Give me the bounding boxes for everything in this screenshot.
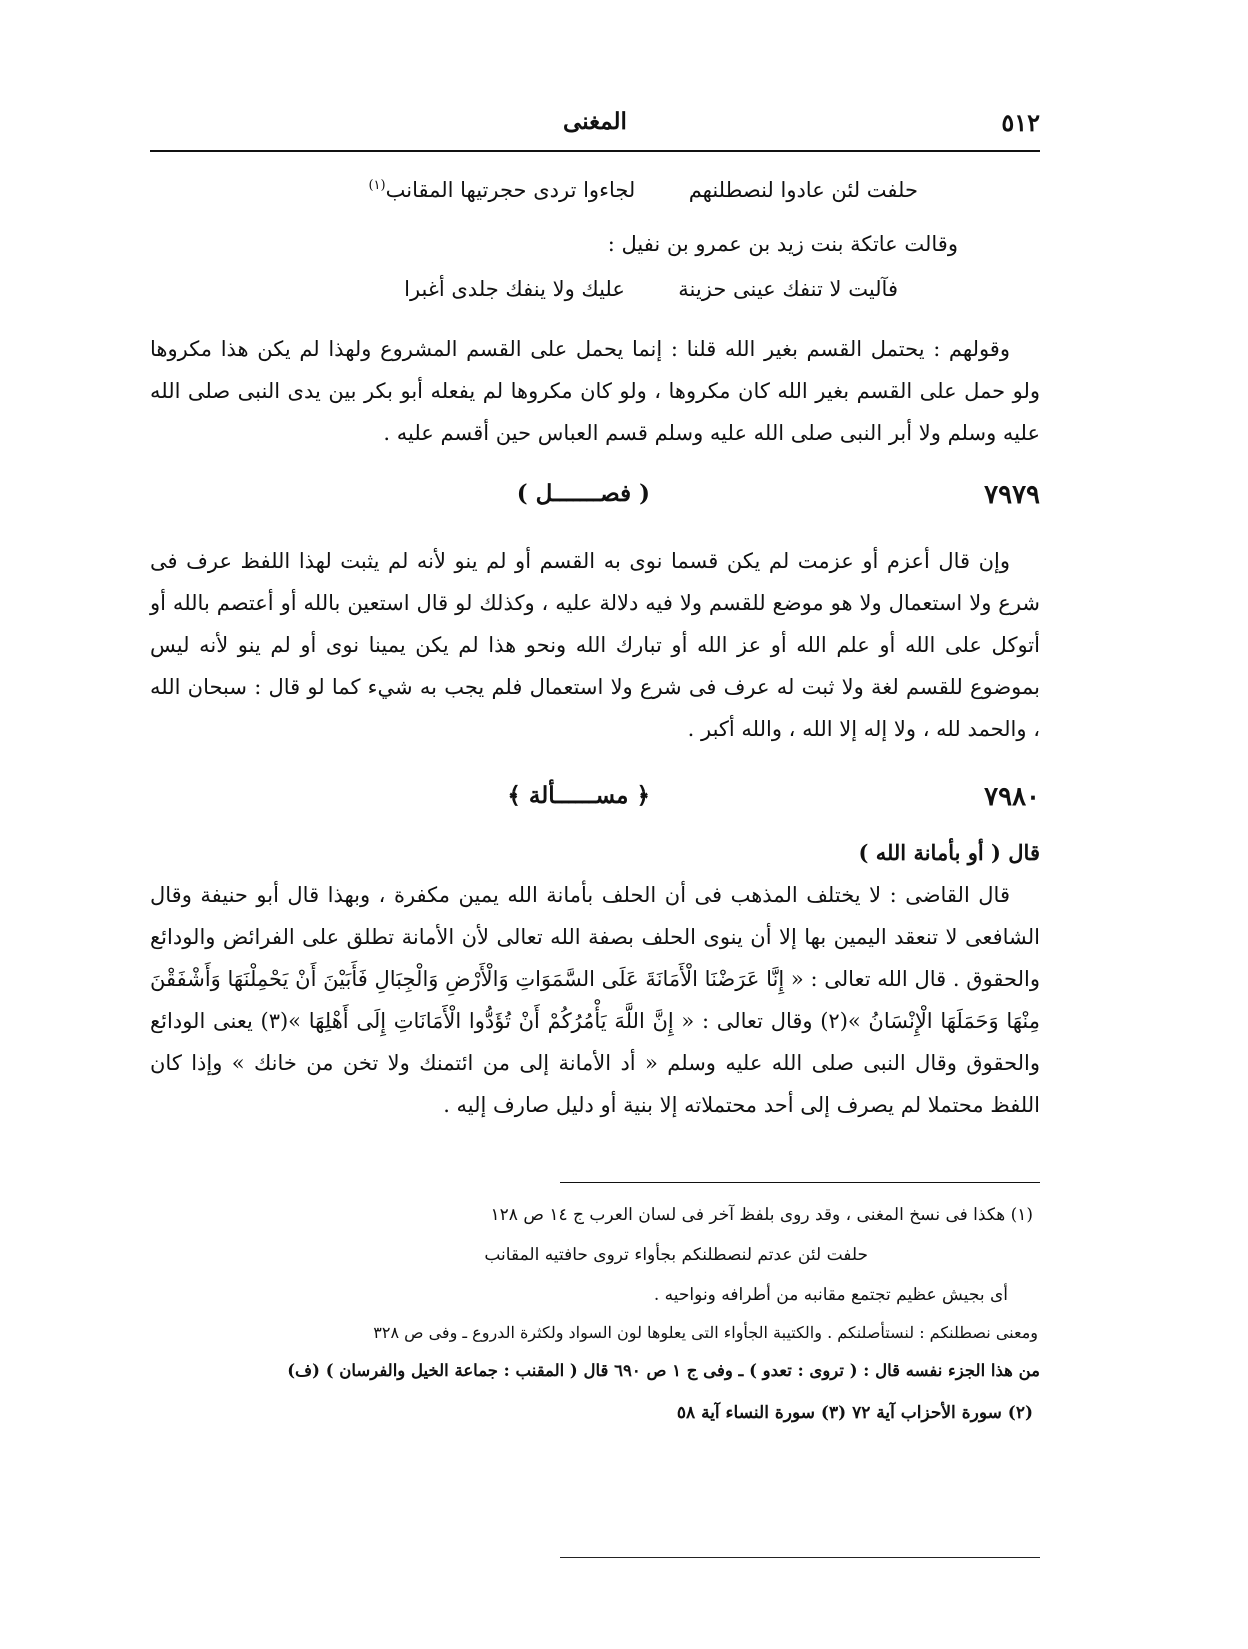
- section-title: ( فصـــــــل ): [516, 480, 650, 507]
- verse-1-second-hemistich: لجاءوا تردى حجرتيها المقانب: [385, 178, 636, 202]
- footnote-1-explanation: أى بجيش عظيم تجتمع مقانبه من أطرافه ونواحيه .: [653, 1285, 1008, 1305]
- section-number: ٧٩٨٠: [984, 782, 1040, 812]
- footnote-rule: [560, 1182, 1040, 1183]
- page-number: ٥١٢: [1001, 108, 1040, 137]
- mas-ala-lead: قال ( أو بأمانة الله ): [858, 840, 1040, 865]
- verse-1: [368, 165, 918, 211]
- verse-2-intro: وقالت عاتكة بنت زيد بن عمرو بن نفيل :: [607, 232, 958, 256]
- verse-2: [404, 268, 898, 310]
- running-title: المغنى: [563, 108, 627, 135]
- paragraph-1: وقولهم : يحتمل القسم بغير الله قلنا : إنما يحمل على القسم المشروع ولهذا لم يكن هذا مكروها ولو حمل على القسم بغير الله كان مكروها ، ولو كان مكروها لم يفعله أبو بكر بين يدى النبى صلى الله عليه وسلم ولا أبر النبى صلى الله عليه وسلم قسم العباس حين أقسم عليه .: [150, 337, 1040, 445]
- paragraph-2: وإن قال أعزم أو عزمت لم يكن قسما نوى به القسم أو لم ينو لأنه لم يثبت لهذا اللفظ عرف فى شرع ولا استعمال ولا هو موضع للقسم ولا فيه دلالة عليه ، وكذلك لو قال استعين بالله أو أعتصم بالله أو أتوكل على الله أو علم الله أو عز الله أو تبارك الله ونحو هذا لم يكن يمينا نوى أو لم ينو لأنه ليس بموضوع للقسم لغة ولا ثبت له عرف فى شرع ولا استعمال فلم يجب به شيء كما لو قال : سبحان الله ، والحمد لله ، ولا إله إلا الله ، والله أكبر .: [150, 549, 1040, 741]
- section-number: ٧٩٧٩: [984, 480, 1040, 510]
- footnote-2-3: (٢) سورة الأحزاب آية ٧٢ (٣) سورة النساء آية ٥٨: [676, 1403, 1033, 1423]
- verse-2-second-hemistich: عليك ولا ينفك جلدى أغبرا: [404, 277, 625, 301]
- page-header: [150, 108, 1040, 148]
- bottom-rule: [560, 1557, 1040, 1558]
- paragraph-3: قال ( أو بأمانة الله ) قال القاضى : لا يختلف المذهب فى أن الحلف بأمانة الله يمين مكفرة ، وبهذا قال أبو حنيفة وقال الشافعى لا تنعقد اليمين بها إلا أن ينوى الحلف بصفة الله تعالى لأن الأمانة تطلق على الفرائض والودائع والحقوق . قال الله تعالى : « إِنَّا عَرَضْنَا الْأَمَانَةَ عَلَى السَّمَوَاتِ وَالْأَرْضِ وَالْجِبَالِ فَأَبَيْنَ أَنْ يَحْمِلْنَهَا وَأَشْفَقْنَ مِنْهَا وَحَمَلَهَا الْإِنْسَانُ »(٢) وقال تعالى : « إِنَّ اللَّهَ يَأْمُرُكُمْ أَنْ تُؤَدُّوا الْأَمَانَاتِ إِلَى أَهْلِهَا »(٣) يعنى الودائع والحقوق وقال النبى صلى الله عليه وسلم « أد الأمانة إلى من ائتمنك ولا تخن من خانك » وإذا كان اللفظ محتملا لم يصرف إلى أحد محتملاته إلا بنية أو دليل صارف إليه .: [150, 832, 1040, 1126]
- footnote-1-verse: حلفت لئن عدتم لنصطلنكم بجأواء تروى حافتيه المقانب: [484, 1245, 868, 1265]
- footnote-1: (١) هكذا فى نسخ المغنى ، وقد روى بلفظ آخر فى لسان العرب ج ١٤ ص ١٢٨: [490, 1205, 1033, 1225]
- footnote-1-meaning: ومعنى نصطلنكم : لنستأصلنكم . والكتيبة الجأواء التى يعلوها لون السواد ولكثرة الدروع ـ وفى ص ٣٢٨: [373, 1323, 1038, 1342]
- section-7980-heading: [150, 782, 1040, 822]
- verse-1-first-hemistich: حلفت لئن عادوا لنصطلنهم: [688, 178, 918, 202]
- section-title: ﴿ مســــــألة ﴾: [507, 782, 650, 809]
- verse-2-first-hemistich: فآليت لا تنفك عينى حزينة: [678, 277, 898, 301]
- footnote-ref-1: (١): [368, 178, 386, 193]
- header-rule: [150, 150, 1040, 152]
- footnote-1-continued: من هذا الجزء نفسه قال : ( تروى : تعدو ) ـ وفى ج ١ ص ٦٩٠ قال ( المقنب : جماعة الخيل والفرسان ) (ف): [287, 1361, 1040, 1380]
- section-7979-heading: [150, 480, 1040, 520]
